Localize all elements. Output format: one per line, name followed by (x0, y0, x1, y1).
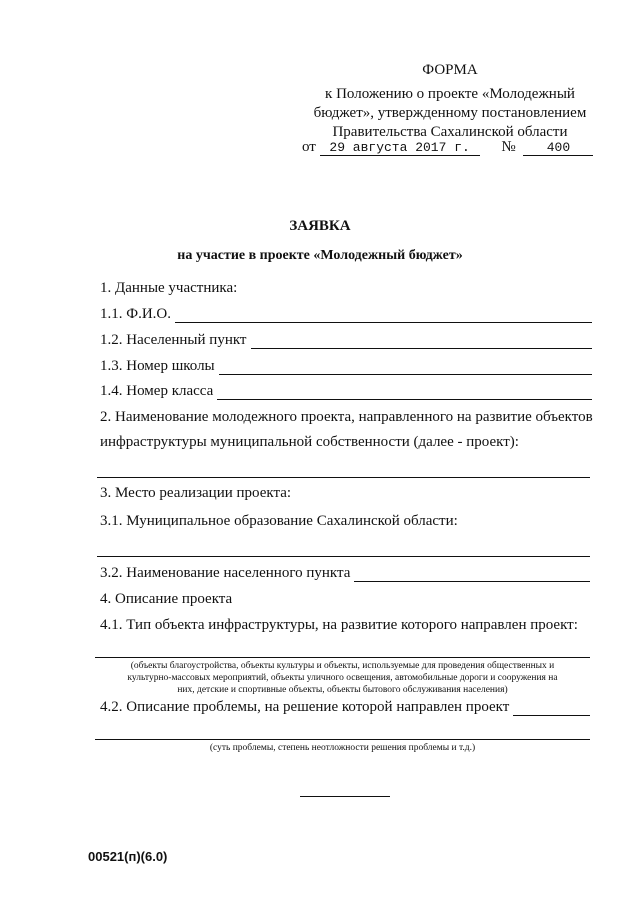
document-subtitle: на участие в проекте «Молодежный бюджет» (177, 248, 463, 263)
header-line-3: Правительства Сахалинской области (332, 124, 568, 140)
decree-date: 29 августа 2017 г. (320, 140, 480, 156)
problem-line[interactable] (95, 739, 590, 740)
field-settlement-label: 1.2. Населенный пункт (100, 332, 247, 348)
field-class[interactable] (100, 383, 592, 400)
document-title: ЗАЯВКА (289, 218, 351, 234)
number-sign: № (501, 139, 516, 155)
field-fio-label: 1.1. Ф.И.О. (100, 306, 172, 322)
field-settlement-name[interactable] (100, 565, 590, 582)
field-problem-line[interactable] (513, 701, 590, 716)
field-class-label: 1.4. Номер класса (100, 383, 214, 399)
header-line-2: бюджет», утвержденному постановлением (313, 105, 587, 121)
form-label: ФОРМА (422, 62, 478, 78)
field-problem[interactable] (100, 699, 590, 716)
municipality-label: 3.1. Муниципальное образование Сахалинской области: (100, 513, 458, 529)
field-school-line[interactable] (219, 360, 592, 375)
field-settlement-line[interactable] (251, 334, 593, 349)
field-settlement-name-line[interactable] (354, 567, 590, 582)
infra-type-line[interactable] (95, 657, 590, 658)
section-2-line-1: 2. Наименование молодежного проекта, направленного на развитие объектов (100, 409, 593, 425)
field-fio-line[interactable] (175, 308, 592, 323)
field-settlement-name-label: 3.2. Наименование населенного пункта (100, 565, 351, 581)
infra-type-note: (объекты благоустройства, объекты культуры и объекты, используемые для проведения общественных и культурно-массовых мероприятий, объекты уличного освещения, автомобильные дороги и сооружения на них, детские и спортивные объекты, объекты бытового обслуживания населения) (127, 661, 558, 695)
field-fio[interactable] (100, 306, 592, 323)
decree-line (302, 139, 593, 156)
municipality-line[interactable] (97, 556, 590, 557)
project-name-line[interactable] (97, 477, 590, 478)
decree-number: 400 (523, 140, 593, 156)
field-settlement[interactable] (100, 332, 592, 349)
field-class-line[interactable] (217, 385, 592, 400)
field-problem-label: 4.2. Описание проблемы, на решение которой направлен проект (100, 699, 510, 715)
footer-code: 00521(п)(6.0) (88, 849, 168, 864)
infra-type-label: 4.1. Тип объекта инфраструктуры, на развитие которого направлен проект: (100, 617, 578, 633)
section-2-line-2: инфраструктуры муниципальной собственности (далее - проект): (100, 434, 519, 450)
field-school[interactable] (100, 358, 592, 375)
section-4-heading: 4. Описание проекта (100, 591, 233, 607)
end-separator (300, 796, 390, 797)
header-line-1: к Положению о проекте «Молодежный (325, 86, 575, 102)
section-3-heading: 3. Место реализации проекта: (100, 485, 292, 501)
problem-note: (суть проблемы, степень неотложности решения проблемы и т.д.) (209, 743, 476, 753)
field-school-label: 1.3. Номер школы (100, 358, 215, 374)
from-label: от (302, 139, 316, 155)
section-1-heading: 1. Данные участника: (100, 280, 238, 296)
